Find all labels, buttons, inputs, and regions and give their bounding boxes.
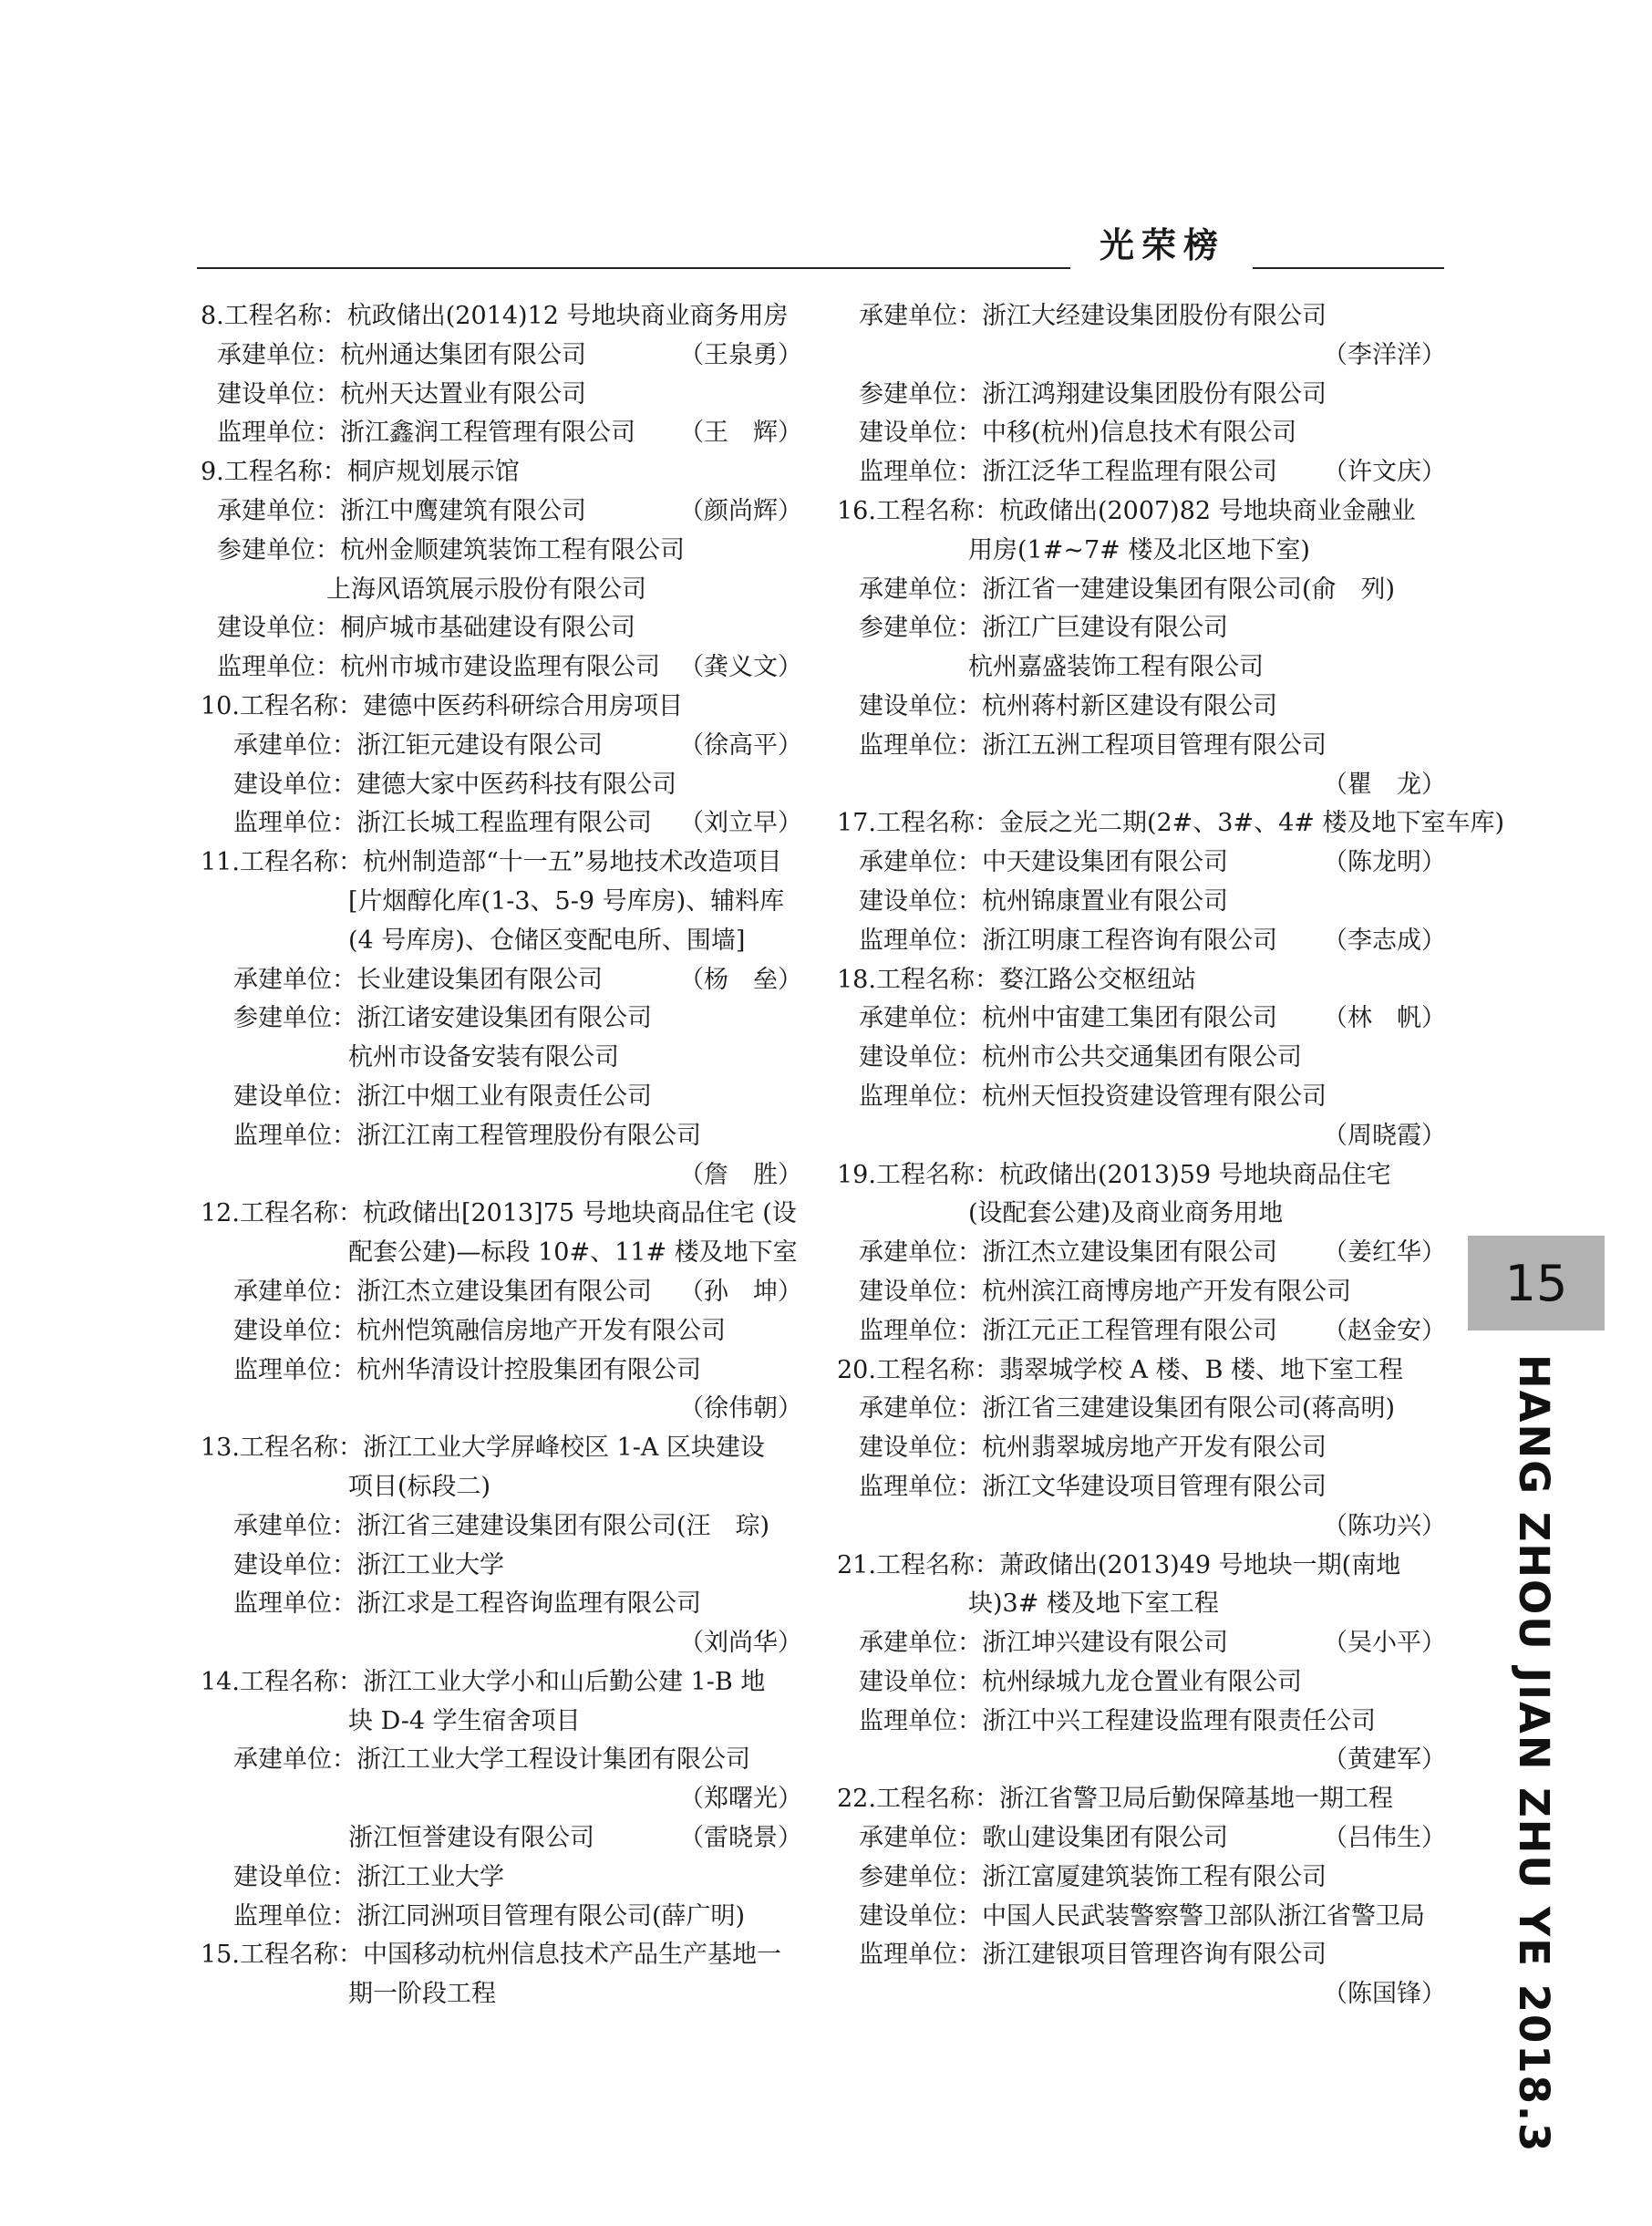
line-text: 建设单位：浙江中烟工业有限责任公司 [233, 1082, 652, 1111]
list-line [201, 1858, 802, 1898]
list-line [837, 1507, 1446, 1547]
list-line [837, 1234, 1446, 1273]
list-line [201, 727, 802, 766]
line-text: 建设单位：中国人民武装警察警卫部队浙江省警卫局 [859, 1901, 1425, 1931]
list-line [201, 688, 802, 727]
person-name: （郑曙光） [679, 1785, 802, 1814]
list-line [201, 1507, 802, 1547]
person-name: （吴小平） [1323, 1629, 1446, 1658]
line-text: 用房(1#~7# 楼及北区地下室) [968, 535, 1310, 564]
line-text: 承建单位：浙江省三建建设集团有限公司(蒋高明) [859, 1394, 1396, 1424]
list-line [201, 804, 802, 844]
line-text: 9.工程名称：桐庐规划展示馆 [201, 458, 520, 487]
list-line [201, 1312, 802, 1351]
list-line [837, 766, 1446, 805]
list-line [201, 1468, 802, 1507]
list-line [837, 648, 1446, 688]
line-text: 建设单位：桐庐城市基础建设有限公司 [217, 614, 635, 643]
line-text: 建设单位：建德大家中医药科技有限公司 [233, 770, 676, 799]
line-text: 建设单位：杭州蒋村新区建设有限公司 [859, 691, 1277, 720]
list-line [201, 376, 802, 415]
line-text: 监理单位：浙江建银项目管理咨询有限公司 [859, 1941, 1327, 1970]
line-text: 承建单位：长业建设集团有限公司 [233, 965, 603, 994]
list-line [201, 609, 802, 648]
list-line [837, 1039, 1446, 1078]
list-line [201, 1351, 802, 1391]
list-line [201, 1819, 802, 1858]
list-line [201, 883, 802, 922]
list-line [837, 844, 1446, 883]
person-name: （雷晓景） [679, 1824, 802, 1853]
line-text: 17.工程名称：金辰之光二期(2#、3#、4# 楼及地下室车库) [837, 809, 1504, 838]
line-text: 承建单位：浙江省一建建设集团有限公司(俞 列) [859, 575, 1396, 604]
list-line [837, 1585, 1446, 1624]
left-column [201, 297, 802, 2014]
line-text: 监理单位：浙江明康工程咨询有限公司 [859, 926, 1277, 955]
line-text: 监理单位：浙江江南工程管理股份有限公司 [233, 1121, 701, 1150]
header-rule-left [197, 267, 1070, 269]
list-line [837, 532, 1446, 571]
list-line [837, 1468, 1446, 1507]
list-line [837, 1819, 1446, 1858]
line-text: 参建单位：浙江广巨建设有限公司 [859, 614, 1228, 643]
line-text: 承建单位：中天建设集团有限公司 [859, 848, 1228, 877]
person-name: （刘尚华） [679, 1629, 802, 1658]
list-line [201, 1703, 802, 1742]
person-name: （詹 胜） [679, 1160, 802, 1189]
list-line [201, 414, 802, 453]
line-text: 承建单位：浙江杰立建设集团有限公司 [859, 1238, 1277, 1268]
list-line [201, 532, 802, 571]
list-line [201, 1585, 802, 1624]
list-line [837, 1078, 1446, 1117]
person-name: （刘立早） [679, 809, 802, 838]
magazine-name-vertical [1486, 1354, 1586, 2154]
list-line [201, 1780, 802, 1819]
list-line [201, 1390, 802, 1429]
list-line [837, 1156, 1446, 1196]
line-text: 杭州嘉盛装饰工程有限公司 [968, 653, 1264, 682]
line-text: 监理单位：浙江泛华工程监理有限公司 [859, 458, 1277, 487]
line-text: 建设单位：杭州市公共交通集团有限公司 [859, 1043, 1302, 1072]
list-line [201, 1429, 802, 1468]
list-line [201, 844, 802, 883]
list-line [837, 1858, 1446, 1898]
list-line [837, 1975, 1446, 2014]
list-line [837, 376, 1446, 415]
list-line [837, 688, 1446, 727]
person-name: （王泉勇） [679, 340, 802, 369]
list-line [837, 1898, 1446, 1937]
list-line [837, 492, 1446, 532]
line-text: 承建单位：杭州中宙建工集团有限公司 [859, 1004, 1277, 1033]
line-text: 监理单位：杭州天恒投资建设管理有限公司 [859, 1082, 1327, 1111]
list-line [201, 336, 802, 376]
list-line [837, 922, 1446, 961]
line-text: 块)3# 楼及地下室工程 [968, 1589, 1219, 1619]
line-text: 监理单位：浙江中兴工程建设监理有限责任公司 [859, 1706, 1376, 1735]
person-name: （孙 坤） [679, 1277, 802, 1306]
line-text: 监理单位：浙江求是工程咨询监理有限公司 [233, 1589, 701, 1619]
person-name: （周晓霞） [1323, 1121, 1446, 1150]
list-line [201, 961, 802, 1000]
line-text: 监理单位：浙江同洲项目管理有限公司(薛广明) [233, 1901, 746, 1931]
list-line [201, 1195, 802, 1234]
person-name: （赵金安） [1323, 1316, 1446, 1345]
list-line [201, 1547, 802, 1586]
list-line [201, 1663, 802, 1703]
list-line [201, 1936, 802, 1975]
line-text: 监理单位：杭州华清设计控股集团有限公司 [233, 1355, 701, 1384]
line-text: 10.工程名称：建德中医药科研综合用房项目 [201, 691, 683, 720]
line-text: 建设单位：杭州绿城九龙仓置业有限公司 [859, 1667, 1302, 1696]
line-text: 8.工程名称：杭政储出(2014)12 号地块商业商务用房 [201, 302, 789, 330]
line-text: 项目(标段二) [348, 1472, 491, 1501]
list-line [837, 336, 1446, 376]
list-line [837, 1780, 1446, 1819]
list-line [201, 1156, 802, 1196]
line-text: 承建单位：浙江坤兴建设有限公司 [859, 1629, 1228, 1658]
line-text: 承建单位：杭州通达集团有限公司 [217, 340, 586, 369]
line-text: 22.工程名称：浙江省警卫局后勤保障基地一期工程 [837, 1785, 1393, 1814]
line-text: 12.工程名称：杭政储出[2013]75 号地块商品住宅 (设 [201, 1199, 797, 1228]
line-text: (4 号库房)、仓储区变配电所、围墙] [348, 926, 746, 955]
list-line [837, 414, 1446, 453]
line-text: (设配套公建)及商业商务用地 [968, 1199, 1284, 1228]
list-line [837, 1117, 1446, 1156]
line-text: 监理单位：浙江长城工程监理有限公司 [233, 809, 652, 838]
list-line [837, 1624, 1446, 1663]
list-line [837, 1547, 1446, 1586]
list-line [201, 648, 802, 688]
person-name: （徐高平） [679, 730, 802, 760]
list-line [837, 1741, 1446, 1780]
line-text: 上海风语筑展示股份有限公司 [326, 575, 646, 604]
person-name: （龚义文） [679, 653, 802, 682]
line-text: 监理单位：浙江元正工程管理有限公司 [859, 1316, 1277, 1345]
list-line [201, 453, 802, 492]
line-text: 14.工程名称：浙江工业大学小和山后勤公建 1-B 地 [201, 1667, 766, 1696]
list-line [201, 571, 802, 610]
line-text: 监理单位：浙江五洲工程项目管理有限公司 [859, 730, 1327, 760]
person-name: （陈国锋） [1323, 1980, 1446, 2009]
list-line [837, 1351, 1446, 1391]
line-text: 承建单位：歌山建设集团有限公司 [859, 1824, 1228, 1853]
list-line [201, 1039, 802, 1078]
magazine-name-text: HANG ZHOU JIAN ZHU YE 2018.3 [1510, 1354, 1558, 2154]
person-name: （李志成） [1323, 926, 1446, 955]
list-line [837, 727, 1446, 766]
list-line [837, 1429, 1446, 1468]
list-line [201, 1741, 802, 1780]
person-name: （杨 垒） [679, 965, 802, 994]
person-name: （瞿 龙） [1323, 770, 1446, 799]
list-line [837, 883, 1446, 922]
list-line [837, 1663, 1446, 1703]
list-line [837, 1390, 1446, 1429]
line-text: 参建单位：浙江富厦建筑装饰工程有限公司 [859, 1862, 1327, 1891]
line-text: 18.工程名称：婺江路公交枢纽站 [837, 965, 1196, 994]
header-rule-right [1253, 267, 1444, 269]
line-text: [片烟醇化库(1-3、5-9 号库房)、辅料库 [348, 886, 785, 916]
list-line [837, 1936, 1446, 1975]
list-line [201, 297, 802, 336]
person-name: （王 辉） [679, 419, 802, 448]
line-text: 15.工程名称：中国移动杭州信息技术产品生产基地一 [201, 1941, 781, 1970]
line-text: 监理单位：浙江鑫润工程管理有限公司 [217, 419, 635, 448]
line-text: 13.工程名称：浙江工业大学屏峰校区 1-A 区块建设 [201, 1434, 765, 1463]
right-column [837, 297, 1504, 2014]
person-name: （陈功兴） [1323, 1511, 1446, 1540]
line-text: 承建单位：浙江中鹰建筑有限公司 [217, 496, 586, 525]
line-text: 建设单位：杭州锦康置业有限公司 [859, 886, 1228, 916]
person-name: （姜红华） [1323, 1238, 1446, 1268]
list-line [837, 453, 1446, 492]
line-text: 块 D-4 学生宿舍项目 [348, 1706, 581, 1735]
line-text: 监理单位：浙江文华建设项目管理有限公司 [859, 1472, 1327, 1501]
list-line [201, 1898, 802, 1937]
list-line [201, 999, 802, 1039]
list-line [201, 1117, 802, 1156]
line-text: 配套公建)—标段 10#、11# 楼及地下室 [348, 1238, 798, 1268]
list-line [837, 1273, 1446, 1312]
person-name: （颜尚辉） [679, 496, 802, 525]
line-text: 承建单位：浙江杰立建设集团有限公司 [233, 1277, 652, 1306]
line-text: 参建单位：杭州金顺建筑装饰工程有限公司 [217, 535, 685, 564]
line-text: 建设单位：中移(杭州)信息技术有限公司 [859, 419, 1297, 448]
list-line [201, 492, 802, 532]
line-text: 承建单位：浙江钜元建设有限公司 [233, 730, 603, 760]
line-text: 19.工程名称：杭政储出(2013)59 号地块商品住宅 [837, 1160, 1391, 1189]
person-name: （吕伟生） [1323, 1824, 1446, 1853]
list-line [837, 999, 1446, 1039]
line-text: 20.工程名称：翡翠城学校 A 楼、B 楼、地下室工程 [837, 1355, 1404, 1384]
section-title: 光荣榜 [1099, 225, 1225, 265]
line-text: 建设单位：浙江工业大学 [233, 1862, 504, 1891]
list-line [837, 571, 1446, 610]
line-text: 建设单位：浙江工业大学 [233, 1550, 504, 1579]
list-line [837, 961, 1446, 1000]
line-text: 承建单位：浙江省三建建设集团有限公司(汪 琮) [233, 1511, 770, 1540]
line-text: 承建单位：浙江大经建设集团股份有限公司 [859, 302, 1327, 330]
person-name: （陈龙明） [1323, 848, 1446, 877]
page-number: 15 [1468, 1236, 1605, 1330]
line-text: 浙江恒誉建设有限公司 [348, 1824, 594, 1853]
list-line [201, 1273, 802, 1312]
list-line [201, 1624, 802, 1663]
line-text: 监理单位：杭州市城市建设监理有限公司 [217, 653, 660, 682]
line-text: 参建单位：浙江诸安建设集团有限公司 [233, 1004, 652, 1033]
person-name: （林 帆） [1323, 1004, 1446, 1033]
list-line [837, 1703, 1446, 1742]
list-line [201, 1975, 802, 2014]
line-text: 建设单位：杭州滨江商博房地产开发有限公司 [859, 1277, 1351, 1306]
line-text: 建设单位：杭州恺筑融信房地产开发有限公司 [233, 1316, 726, 1345]
person-name: （许文庆） [1323, 458, 1446, 487]
line-text: 建设单位：杭州翡翠城房地产开发有限公司 [859, 1434, 1327, 1463]
line-text: 21.工程名称：萧政储出(2013)49 号地块一期(南地 [837, 1550, 1401, 1579]
person-name: （徐伟朝） [679, 1394, 802, 1424]
list-line [837, 609, 1446, 648]
list-line [201, 1234, 802, 1273]
line-text: 11.工程名称：杭州制造部“十一五”易地技术改造项目 [201, 848, 782, 877]
list-line [837, 1195, 1446, 1234]
person-name: （李洋洋） [1323, 340, 1446, 369]
list-line [837, 804, 1504, 844]
line-text: 建设单位：杭州天达置业有限公司 [217, 379, 586, 409]
list-line [201, 922, 802, 961]
line-text: 16.工程名称：杭政储出(2007)82 号地块商业金融业 [837, 496, 1416, 525]
line-text: 参建单位：浙江鸿翔建设集团股份有限公司 [859, 379, 1327, 409]
list-line [837, 1312, 1446, 1351]
person-name: （黄建军） [1323, 1745, 1446, 1775]
line-text: 杭州市设备安装有限公司 [348, 1043, 619, 1072]
line-text: 期一阶段工程 [348, 1980, 496, 2009]
line-text: 承建单位：浙江工业大学工程设计集团有限公司 [233, 1745, 750, 1775]
list-line [201, 1078, 802, 1117]
list-line [837, 297, 1446, 336]
list-line [201, 766, 802, 805]
